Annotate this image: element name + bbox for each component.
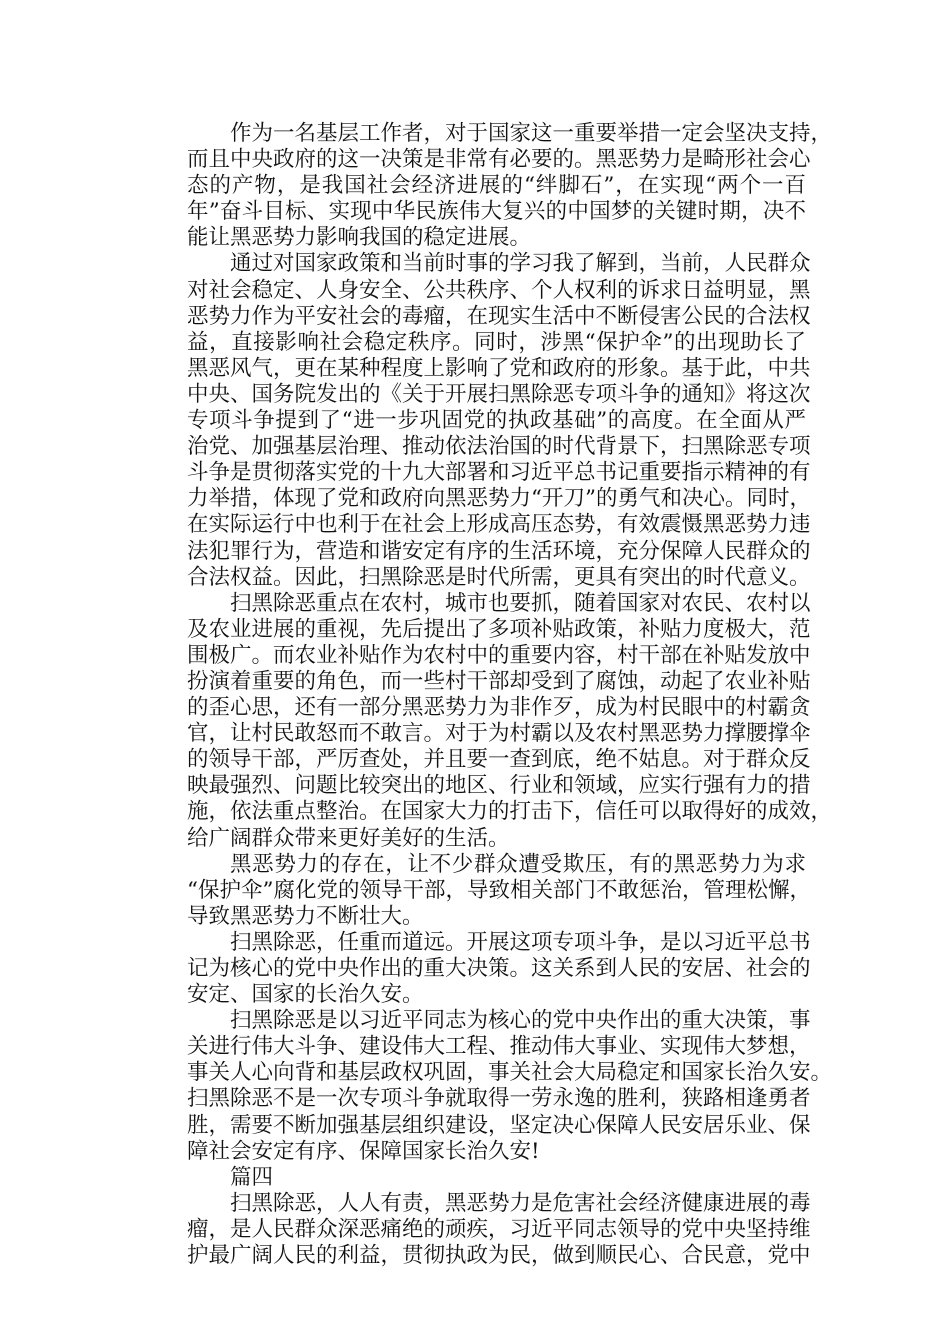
paragraph-line: 关进行伟大斗争、建设伟大工程、推动伟大事业、实现伟大梦想， xyxy=(187,1034,811,1060)
paragraph-line: 作为一名基层工作者，对于国家这一重要举措一定会坚决支持， xyxy=(230,121,833,146)
paragraph-line: 导致黑恶势力不断壮大。 xyxy=(187,903,424,929)
paragraph xyxy=(144,929,811,1008)
paragraph-line: 瘤，是人民群众深恶痛绝的顽疾，习近平同志领导的党中央坚持维 xyxy=(187,1216,811,1242)
paragraph-line: 扫黑除恶，任重而道远。开展这项专项斗争，是以习近平总书 xyxy=(230,929,811,955)
paragraph-line: 益，直接影响社会稳定秩序。同时，涉黑“保护伞”的出现助长了 xyxy=(187,329,806,355)
paragraph-line: 中央、国务院发出的《关于开展扫黑除恶专项斗争的通知》将这次 xyxy=(187,381,811,407)
paragraph xyxy=(144,1190,811,1269)
paragraph-line: 事关人心向背和基层政权巩固，事关社会大局稳定和国家长治久安。 xyxy=(187,1060,833,1086)
paragraph-line: 映最强烈、问题比较突出的地区、行业和领域，应实行强有力的措 xyxy=(187,773,811,799)
paragraph xyxy=(144,590,833,852)
paragraph xyxy=(144,1165,806,1191)
paragraph-line: “保护伞”腐化党的领导干部，导致相关部门不敢惩治，管理松懈， xyxy=(187,877,811,903)
paragraph xyxy=(144,121,833,251)
paragraph-line: 给广阔群众带来更好美好的生活。 xyxy=(187,825,510,851)
document-body xyxy=(144,121,833,1269)
paragraph-line: 扫黑除恶，人人有责，黑恶势力是危害社会经济健康进展的毒 xyxy=(230,1190,811,1216)
paragraph-line: 在实际运行中也利于在社会上形成高压态势，有效震慑黑恶势力违 xyxy=(187,512,811,538)
paragraph-line: 扫黑除恶不是一次专项斗争就取得一劳永逸的胜利，狭路相逢勇者 xyxy=(187,1086,811,1112)
paragraph-line: 的领导干部，严厉查处，并且要一查到底，绝不姑息。对于群众反 xyxy=(187,747,811,773)
paragraph-line: 而且中央政府的这一决策是非常有必要的。黑恶势力是畸形社会心 xyxy=(187,147,811,173)
paragraph-line: 合法权益。因此，扫黑除恶是时代所需，更具有突出的时代意义。 xyxy=(187,564,811,590)
paragraph-line: 黑恶势力的存在，让不少群众遭受欺压，有的黑恶势力为求 xyxy=(230,851,806,877)
paragraph xyxy=(144,251,811,590)
paragraph-line: 胜，需要不断加强基层组织建设，坚定决心保障人民安居乐业、保 xyxy=(187,1112,811,1138)
paragraph-line: 施，依法重点整治。在国家大力的打击下，信任可以取得好的成效， xyxy=(187,799,833,825)
paragraph-line: 护最广阔人民的利益，贯彻执政为民，做到顺民心、合民意，党中 xyxy=(187,1243,811,1269)
paragraph-line: 围极广。而农业补贴作为农村中的重要内容，村干部在补贴发放中 xyxy=(187,642,811,668)
paragraph-line: 专项斗争提到了“进一步巩固党的执政基础”的高度。在全面从严 xyxy=(187,408,806,434)
paragraph-line: 对社会稳定、人身安全、公共秩序、个人权利的诉求日益明显，黑 xyxy=(187,277,811,303)
paragraph-line: 安定、国家的长治久安。 xyxy=(187,982,424,1008)
paragraph xyxy=(144,851,811,930)
paragraph-line: 年”奋斗目标、实现中华民族伟大复兴的中国梦的关键时期，决不 xyxy=(187,199,806,225)
paragraph-line: 治党、加强基层治理、推动依法治国的时代背景下，扫黑除恶专项 xyxy=(187,434,811,460)
paragraph-line: 通过对国家政策和当前时事的学习我了解到，当前，人民群众 xyxy=(230,251,811,277)
paragraph-line: 障社会安定有序、保障国家长治久安! xyxy=(187,1138,540,1164)
paragraph xyxy=(144,1008,833,1165)
paragraph-line: 黑恶风气，更在某种程度上影响了党和政府的形象。基于此，中共 xyxy=(187,355,811,381)
paragraph-line: 能让黑恶势力影响我国的稳定进展。 xyxy=(187,225,532,251)
paragraph-line: 的歪心思，还有一部分黑恶势力为非作歹，成为村民眼中的村霸贪 xyxy=(187,695,811,721)
paragraph-line: 扮演着重要的角色，而一些村干部却受到了腐蚀，动起了农业补贴 xyxy=(187,668,811,694)
paragraph-line: 恶势力作为平安社会的毒瘤，在现实生活中不断侵害公民的合法权 xyxy=(187,303,811,329)
paragraph-line: 篇四 xyxy=(230,1164,274,1190)
paragraph-line: 记为核心的党中央作出的重大决策。这关系到人民的安居、社会的 xyxy=(187,956,811,981)
paragraph-line: 扫黑除恶重点在农村，城市也要抓，随着国家对农民、农村以 xyxy=(230,590,811,616)
paragraph-line: 官，让村民敢怒而不敢言。对于为村霸以及农村黑恶势力撑腰撑伞 xyxy=(187,721,811,747)
paragraph-line: 态的产物，是我国社会经济进展的“绊脚石”，在实现“两个一百 xyxy=(187,173,806,199)
paragraph-line: 斗争是贯彻落实党的十九大部署和习近平总书记重要指示精神的有 xyxy=(187,460,811,486)
paragraph-line: 及农业进展的重视，先后提出了多项补贴政策，补贴力度极大，范 xyxy=(187,616,811,642)
paragraph-line: 法犯罪行为，营造和谐安定有序的生活环境，充分保障人民群众的 xyxy=(187,538,811,564)
paragraph-line: 力举措，体现了党和政府向黑恶势力“开刀”的勇气和决心。同时， xyxy=(187,486,811,512)
paragraph-line: 扫黑除恶是以习近平同志为核心的党中央作出的重大决策，事 xyxy=(230,1008,811,1034)
